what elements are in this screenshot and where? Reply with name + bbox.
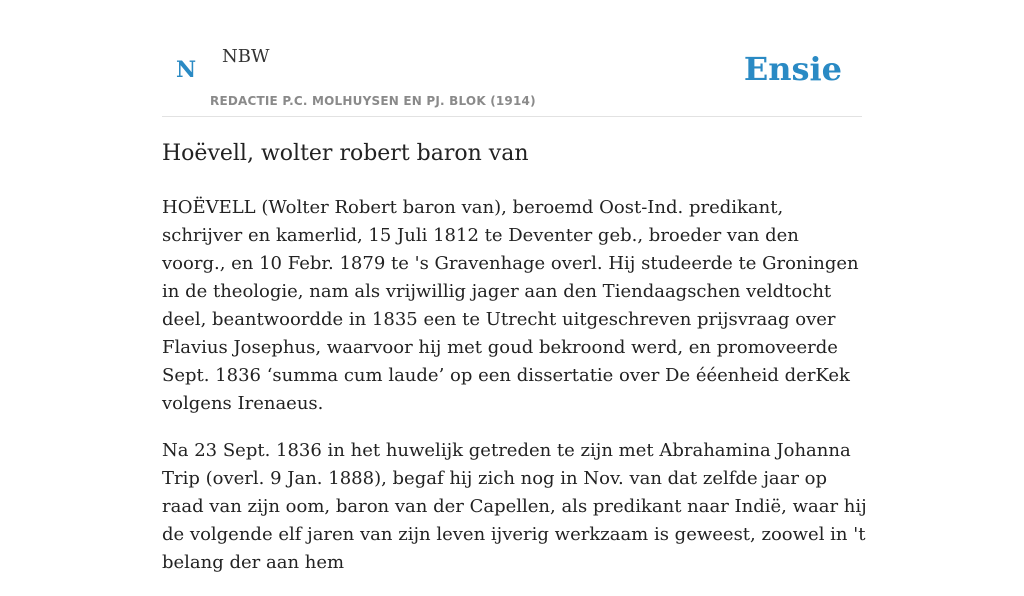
source-logo[interactable]: N (176, 57, 197, 83)
site-header (162, 0, 862, 117)
article (162, 138, 867, 596)
brand-logo[interactable]: Ensie (743, 50, 842, 88)
source-subtitle: REDACTIE P.C. MOLHUYSEN EN PJ. BLOK (1914) (210, 94, 536, 108)
article-paragraph-2: Na 23 Sept. 1836 in het huwelijk getreden te zijn met Abrahamina Johanna Trip (overl. 9 Jan. 1888), begaf hij zich nog in Nov. van dat zelfde jaar op raad van zijn oom, baron van der Capellen, als predikant naar Indië, waar hij de volgende elf jaren van zijn leven ijverig werkzaam is geweest, zoowel in 't belang der aan hem (162, 440, 867, 573)
source-title[interactable]: NBW (222, 46, 270, 67)
article-paragraph-1: HOËVELL (Wolter Robert baron van), beroemd Oost-Ind. predikant, schrijver en kamerlid, 15 Juli 1812 te Deventer geb., broeder van den voorg., en 10 Febr. 1879 te 's Gravenhage overl. Hij studeerde te Groningen in de theologie, nam als vrijwillig jager aan den Tiendaagschen veldtocht deel, beantwoordde in 1835 een te Utrecht uitgeschreven prijsvraag over Flavius Josephus, waarvoor hij met goud bekroond werd, en promoveerde Sept. 1836 ‘summa cum laude’ op een dissertatie over De ééenheid derKek volgens Irenaeus. (162, 197, 859, 414)
article-title: Hoëvell, wolter robert baron van (162, 141, 529, 166)
